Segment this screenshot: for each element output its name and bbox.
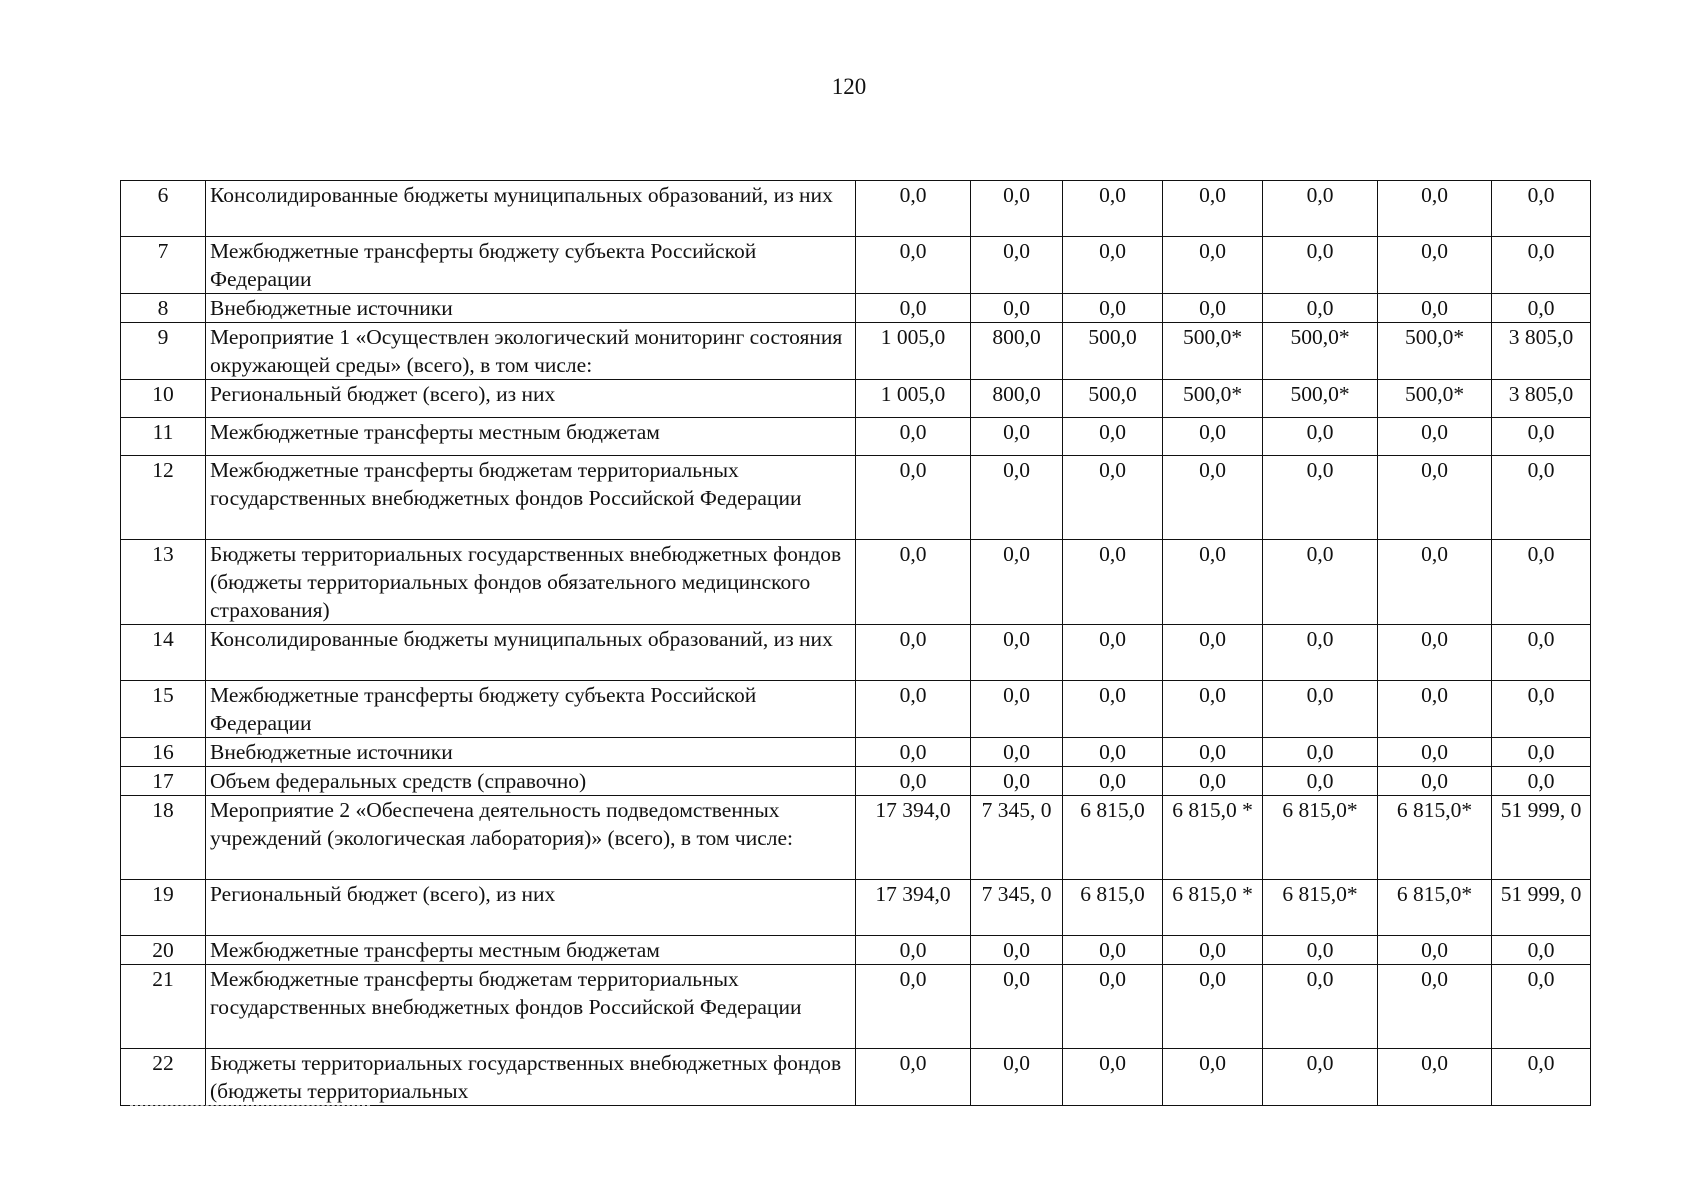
row-description: Консолидированные бюджеты муниципальных образований, из них [206, 625, 856, 681]
row-description: Внебюджетные источники [206, 738, 856, 767]
row-description: Региональный бюджет (всего), из них [206, 380, 856, 418]
value-cell: 0,0 [971, 1049, 1063, 1106]
table-row [121, 625, 1591, 681]
row-number: 16 [121, 738, 206, 767]
value-cell: 6 815,0* [1378, 880, 1492, 936]
value-cell: 800,0 [971, 380, 1063, 418]
row-number: 19 [121, 880, 206, 936]
value-cell: 0,0 [1263, 738, 1378, 767]
faint-stamp [130, 1105, 370, 1176]
table-row [121, 380, 1591, 418]
value-cell: 0,0 [971, 936, 1063, 965]
value-cell: 0,0 [1492, 767, 1591, 796]
page-number: 120 [831, 74, 867, 99]
value-cell: 0,0 [856, 540, 971, 625]
value-cell: 51 999, 0 [1492, 796, 1591, 880]
value-cell: 0,0 [1063, 625, 1163, 681]
value-cell: 0,0 [856, 936, 971, 965]
value-cell: 0,0 [1063, 767, 1163, 796]
value-cell: 0,0 [1163, 540, 1263, 625]
value-cell: 0,0 [1063, 294, 1163, 323]
value-cell: 6 815,0 [1063, 796, 1163, 880]
value-cell: 0,0 [1263, 965, 1378, 1049]
value-cell: 0,0 [1378, 936, 1492, 965]
value-cell: 0,0 [971, 418, 1063, 456]
value-cell: 500,0* [1378, 380, 1492, 418]
value-cell: 0,0 [1063, 1049, 1163, 1106]
value-cell: 0,0 [856, 965, 971, 1049]
row-description: Межбюджетные трансферты бюджету субъекта Российской Федерации [206, 237, 856, 294]
value-cell: 0,0 [1378, 965, 1492, 1049]
value-cell: 0,0 [856, 237, 971, 294]
value-cell: 0,0 [1063, 738, 1163, 767]
value-cell: 0,0 [1378, 181, 1492, 237]
value-cell: 7 345, 0 [971, 880, 1063, 936]
table-row [121, 540, 1591, 625]
value-cell: 0,0 [971, 965, 1063, 1049]
value-cell: 500,0* [1163, 323, 1263, 380]
value-cell: 0,0 [971, 540, 1063, 625]
row-number: 6 [121, 181, 206, 237]
value-cell: 0,0 [1163, 738, 1263, 767]
value-cell: 1 005,0 [856, 323, 971, 380]
value-cell: 0,0 [1378, 237, 1492, 294]
table-row [121, 880, 1591, 936]
value-cell: 0,0 [1263, 681, 1378, 738]
table-row [121, 936, 1591, 965]
value-cell: 0,0 [856, 456, 971, 540]
value-cell: 0,0 [1492, 418, 1591, 456]
value-cell: 3 805,0 [1492, 323, 1591, 380]
value-cell: 6 815,0* [1263, 796, 1378, 880]
budget-table [120, 180, 1591, 1106]
value-cell: 0,0 [1492, 681, 1591, 738]
value-cell: 0,0 [1492, 625, 1591, 681]
table-row [121, 294, 1591, 323]
row-description: Межбюджетные трансферты местным бюджетам [206, 418, 856, 456]
value-cell: 0,0 [1492, 540, 1591, 625]
value-cell: 0,0 [1263, 1049, 1378, 1106]
row-description: Межбюджетные трансферты местным бюджетам [206, 936, 856, 965]
value-cell: 6 815,0 [1063, 880, 1163, 936]
value-cell: 0,0 [1163, 681, 1263, 738]
value-cell: 0,0 [1163, 1049, 1263, 1106]
value-cell: 0,0 [1263, 294, 1378, 323]
value-cell: 0,0 [1163, 418, 1263, 456]
row-number: 12 [121, 456, 206, 540]
value-cell: 6 815,0* [1263, 880, 1378, 936]
value-cell: 0,0 [1263, 540, 1378, 625]
value-cell: 6 815,0* [1378, 796, 1492, 880]
table-body [121, 181, 1591, 1106]
value-cell: 0,0 [1163, 237, 1263, 294]
value-cell: 0,0 [1492, 181, 1591, 237]
table-row [121, 738, 1591, 767]
value-cell: 500,0 [1063, 323, 1163, 380]
value-cell: 0,0 [1163, 936, 1263, 965]
value-cell: 0,0 [856, 418, 971, 456]
value-cell: 0,0 [1263, 456, 1378, 540]
value-cell: 0,0 [1263, 767, 1378, 796]
table-row [121, 323, 1591, 380]
row-description: Региональный бюджет (всего), из них [206, 880, 856, 936]
value-cell: 0,0 [971, 625, 1063, 681]
row-description: Межбюджетные трансферты бюджетам территориальных государственных внебюджетных фондов Российской Федерации [206, 456, 856, 540]
value-cell: 0,0 [971, 738, 1063, 767]
row-number: 22 [121, 1049, 206, 1106]
value-cell: 0,0 [971, 456, 1063, 540]
value-cell: 500,0* [1263, 323, 1378, 380]
table-row [121, 237, 1591, 294]
value-cell: 1 005,0 [856, 380, 971, 418]
value-cell: 0,0 [971, 237, 1063, 294]
value-cell: 0,0 [856, 738, 971, 767]
row-number: 14 [121, 625, 206, 681]
value-cell: 800,0 [971, 323, 1063, 380]
value-cell: 500,0* [1263, 380, 1378, 418]
value-cell: 0,0 [1378, 294, 1492, 323]
row-number: 8 [121, 294, 206, 323]
value-cell: 0,0 [1063, 237, 1163, 294]
value-cell: 0,0 [1263, 936, 1378, 965]
table-row [121, 767, 1591, 796]
table-row [121, 965, 1591, 1049]
value-cell: 0,0 [1263, 625, 1378, 681]
value-cell: 0,0 [971, 181, 1063, 237]
value-cell: 0,0 [1492, 294, 1591, 323]
value-cell: 500,0* [1378, 323, 1492, 380]
value-cell: 3 805,0 [1492, 380, 1591, 418]
row-number: 15 [121, 681, 206, 738]
value-cell: 0,0 [1492, 936, 1591, 965]
value-cell: 0,0 [1492, 965, 1591, 1049]
row-description: Бюджеты территориальных государственных внебюджетных фондов (бюджеты территориальных [206, 1049, 856, 1106]
row-number: 18 [121, 796, 206, 880]
value-cell: 0,0 [1263, 418, 1378, 456]
value-cell: 0,0 [971, 767, 1063, 796]
value-cell: 0,0 [1378, 418, 1492, 456]
row-description: Консолидированные бюджеты муниципальных образований, из них [206, 181, 856, 237]
row-number: 11 [121, 418, 206, 456]
row-number: 21 [121, 965, 206, 1049]
value-cell: 0,0 [1063, 681, 1163, 738]
value-cell: 0,0 [1163, 965, 1263, 1049]
row-description: Объем федеральных средств (справочно) [206, 767, 856, 796]
value-cell: 0,0 [1063, 181, 1163, 237]
value-cell: 0,0 [856, 294, 971, 323]
value-cell: 0,0 [1063, 418, 1163, 456]
value-cell: 0,0 [1492, 456, 1591, 540]
value-cell: 7 345, 0 [971, 796, 1063, 880]
row-description: Мероприятие 2 «Обеспечена деятельность подведомственных учреждений (экологическая лаборатория)» (всего), в том числе: [206, 796, 856, 880]
value-cell: 0,0 [1378, 681, 1492, 738]
value-cell: 0,0 [1263, 237, 1378, 294]
row-number: 7 [121, 237, 206, 294]
value-cell: 0,0 [1163, 181, 1263, 237]
value-cell: 0,0 [1263, 181, 1378, 237]
value-cell: 0,0 [1063, 936, 1163, 965]
row-description: Межбюджетные трансферты бюджету субъекта Российской Федерации [206, 681, 856, 738]
table-row [121, 456, 1591, 540]
value-cell: 500,0* [1163, 380, 1263, 418]
value-cell: 0,0 [971, 681, 1063, 738]
value-cell: 0,0 [1378, 625, 1492, 681]
value-cell: 0,0 [1378, 1049, 1492, 1106]
row-description: Внебюджетные источники [206, 294, 856, 323]
value-cell: 0,0 [1063, 965, 1163, 1049]
value-cell: 0,0 [1492, 738, 1591, 767]
value-cell: 0,0 [1163, 625, 1263, 681]
row-description: Межбюджетные трансферты бюджетам территориальных государственных внебюджетных фондов Российской Федерации [206, 965, 856, 1049]
value-cell: 6 815,0 * [1163, 796, 1263, 880]
value-cell: 0,0 [1063, 540, 1163, 625]
table-row [121, 796, 1591, 880]
value-cell: 0,0 [1378, 767, 1492, 796]
value-cell: 0,0 [856, 767, 971, 796]
table-row [121, 181, 1591, 237]
row-description: Бюджеты территориальных государственных внебюджетных фондов (бюджеты территориальных фондов обязательного медицинского страхования) [206, 540, 856, 625]
value-cell: 0,0 [856, 181, 971, 237]
value-cell: 17 394,0 [856, 796, 971, 880]
value-cell: 6 815,0 * [1163, 880, 1263, 936]
row-number: 17 [121, 767, 206, 796]
value-cell: 51 999, 0 [1492, 880, 1591, 936]
value-cell: 0,0 [856, 1049, 971, 1106]
value-cell: 0,0 [1492, 1049, 1591, 1106]
value-cell: 0,0 [1378, 540, 1492, 625]
table-row [121, 1049, 1591, 1106]
value-cell: 0,0 [1163, 456, 1263, 540]
value-cell: 0,0 [856, 681, 971, 738]
value-cell: 0,0 [1163, 294, 1263, 323]
row-number: 13 [121, 540, 206, 625]
value-cell: 0,0 [1163, 767, 1263, 796]
value-cell: 500,0 [1063, 380, 1163, 418]
value-cell: 0,0 [1378, 456, 1492, 540]
row-number: 10 [121, 380, 206, 418]
row-number: 9 [121, 323, 206, 380]
value-cell: 0,0 [1063, 456, 1163, 540]
row-description: Мероприятие 1 «Осуществлен экологический мониторинг состояния окружающей среды» (всего), в том числе: [206, 323, 856, 380]
value-cell: 17 394,0 [856, 880, 971, 936]
value-cell: 0,0 [856, 625, 971, 681]
table-row [121, 681, 1591, 738]
row-number: 20 [121, 936, 206, 965]
value-cell: 0,0 [1492, 237, 1591, 294]
value-cell: 0,0 [971, 294, 1063, 323]
table-row [121, 418, 1591, 456]
value-cell: 0,0 [1378, 738, 1492, 767]
